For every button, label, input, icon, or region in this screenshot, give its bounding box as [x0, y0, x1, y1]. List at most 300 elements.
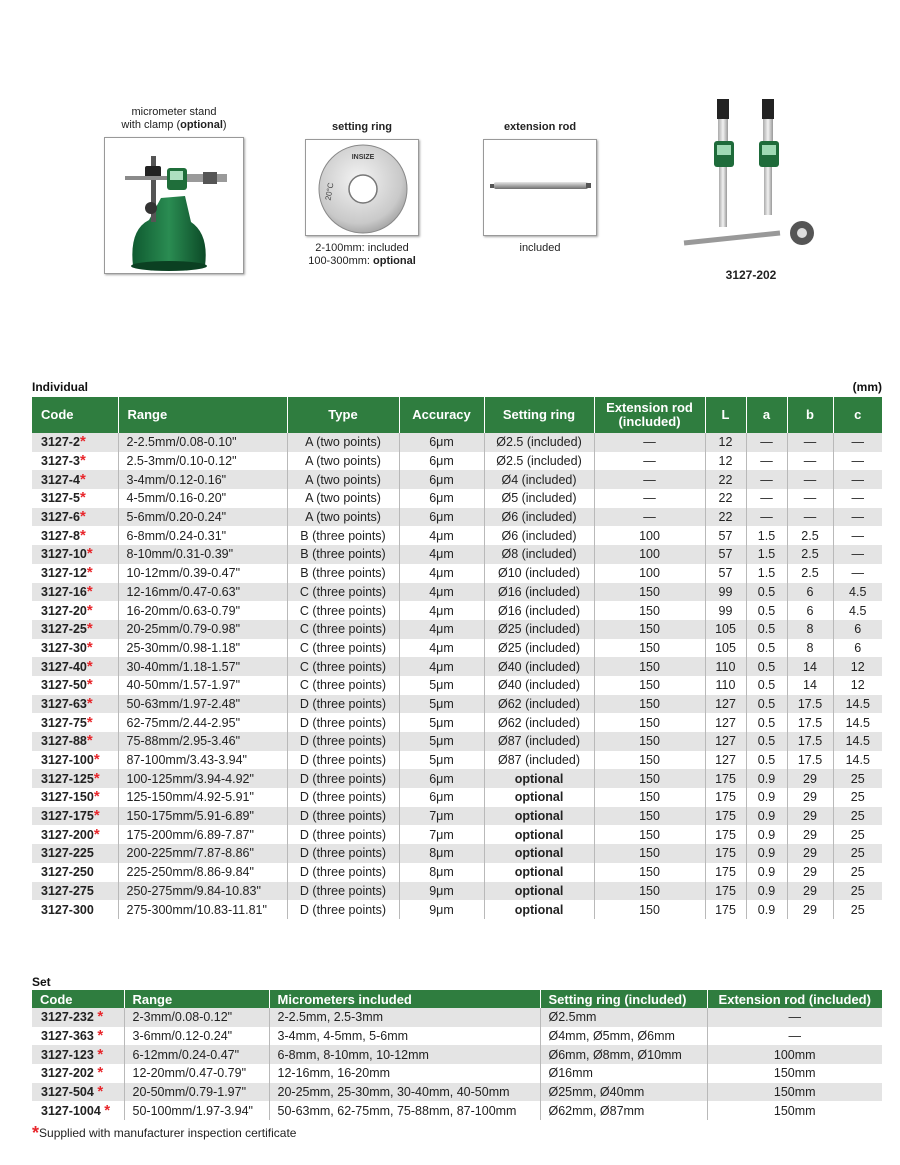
- stand-caption-line1: micrometer stand: [131, 106, 217, 118]
- cell-a: —: [746, 470, 787, 489]
- table-row: [32, 489, 882, 508]
- cell-type: C (three points): [287, 583, 399, 602]
- cell-rod: 150: [594, 788, 705, 807]
- code-text: 3127-2: [41, 435, 80, 450]
- cell-range: 225-250mm/8.86-9.84": [118, 863, 287, 882]
- cell-type: D (three points): [287, 695, 399, 714]
- cell-rod: 100: [594, 526, 705, 545]
- cell-acc: 4μm: [399, 620, 484, 639]
- set-cell-range: 3-6mm/0.12-0.24": [124, 1027, 269, 1046]
- cell-acc: 6μm: [399, 788, 484, 807]
- cell-acc: 4μm: [399, 583, 484, 602]
- stand-caption-end: ): [222, 119, 227, 131]
- cell-a: —: [746, 433, 787, 452]
- set-cell-code: [32, 1008, 124, 1027]
- cell-range: 20-25mm/0.79-0.98": [118, 620, 287, 639]
- cell-type: D (three points): [287, 751, 399, 770]
- cell-ring: Ø4 (included): [484, 470, 594, 489]
- certificate-star: *: [86, 564, 93, 582]
- cell-code: [32, 844, 118, 863]
- cell-type: D (three points): [287, 844, 399, 863]
- cell-acc: 6μm: [399, 769, 484, 788]
- cell-ring: Ø40 (included): [484, 676, 594, 695]
- set-table-row: [32, 1027, 882, 1046]
- cell-a: 0.5: [746, 620, 787, 639]
- cell-acc: 5μm: [399, 695, 484, 714]
- cell-range: 250-275mm/9.84-10.83": [118, 882, 287, 901]
- table-row: [32, 526, 882, 545]
- cell-acc: 4μm: [399, 639, 484, 658]
- cell-ring: Ø87 (included): [484, 751, 594, 770]
- ring-note-line2: 100-300mm:: [308, 255, 374, 267]
- set-cell-ring: Ø4mm, Ø5mm, Ø6mm: [540, 1027, 707, 1046]
- cell-acc: 9μm: [399, 900, 484, 919]
- cell-code: [32, 807, 118, 826]
- cell-type: A (two points): [287, 433, 399, 452]
- cell-b: —: [787, 433, 833, 452]
- set-table-header: [32, 990, 882, 1008]
- cell-acc: 4μm: [399, 526, 484, 545]
- cell-code: [32, 657, 118, 676]
- set-cell-rod: 100mm: [707, 1045, 882, 1064]
- certificate-star: *: [86, 676, 93, 694]
- cell-ring: optional: [484, 900, 594, 919]
- cell-a: 0.5: [746, 751, 787, 770]
- cell-range: 3-4mm/0.12-0.16": [118, 470, 287, 489]
- set-certificate-star: *: [97, 1083, 104, 1101]
- cell-code: [32, 882, 118, 901]
- cell-b: —: [787, 508, 833, 527]
- cell-type: B (three points): [287, 564, 399, 583]
- cell-b: 17.5: [787, 713, 833, 732]
- set-col-code: Code: [32, 990, 124, 1008]
- cell-ring: optional: [484, 863, 594, 882]
- code-text: 3127-175: [41, 809, 94, 824]
- cell-c: —: [833, 433, 882, 452]
- code-text: 3127-300: [41, 902, 94, 917]
- cell-range: 2.5-3mm/0.10-0.12": [118, 452, 287, 471]
- cell-rod: 150: [594, 601, 705, 620]
- table-row: [32, 564, 882, 583]
- cell-rod: 150: [594, 676, 705, 695]
- cell-range: 50-63mm/1.97-2.48": [118, 695, 287, 714]
- cell-ring: Ø6 (included): [484, 508, 594, 527]
- set-photo: [676, 95, 826, 282]
- cell-acc: 5μm: [399, 676, 484, 695]
- cell-range: 25-30mm/0.98-1.18": [118, 639, 287, 658]
- cell-c: 12: [833, 676, 882, 695]
- cell-type: C (three points): [287, 620, 399, 639]
- cell-c: —: [833, 564, 882, 583]
- cell-code: [32, 508, 118, 527]
- cell-b: 14: [787, 657, 833, 676]
- set-cell-code: [32, 1027, 124, 1046]
- col-accuracy: Accuracy: [399, 397, 484, 433]
- cell-code: [32, 639, 118, 658]
- cell-type: D (three points): [287, 732, 399, 751]
- table-row: [32, 732, 882, 751]
- cell-acc: 4μm: [399, 545, 484, 564]
- cell-code: [32, 900, 118, 919]
- cell-c: —: [833, 545, 882, 564]
- cell-L: 175: [705, 769, 746, 788]
- certificate-star: *: [93, 825, 100, 843]
- set-cell-range: 2-3mm/0.08-0.12": [124, 1008, 269, 1027]
- cell-L: 175: [705, 788, 746, 807]
- set-cell-mics: 6-8mm, 8-10mm, 10-12mm: [269, 1045, 540, 1064]
- set-code-text: 3127-1004: [41, 1103, 101, 1118]
- set-table-row: [32, 1101, 882, 1120]
- cell-range: 75-88mm/2.95-3.46": [118, 732, 287, 751]
- stand-product: [103, 106, 245, 274]
- cell-type: B (three points): [287, 526, 399, 545]
- set-table-row: [32, 1083, 882, 1102]
- setting-ring-illustration: [306, 140, 419, 236]
- cell-acc: 4μm: [399, 657, 484, 676]
- set-cell-code: [32, 1064, 124, 1083]
- cell-rod: —: [594, 452, 705, 471]
- certificate-star: *: [86, 638, 93, 656]
- micrometer-stand-illustration: [105, 138, 244, 274]
- cell-code: [32, 769, 118, 788]
- set-cell-code: [32, 1083, 124, 1102]
- code-text: 3127-16: [41, 584, 87, 599]
- cell-range: 125-150mm/4.92-5.91": [118, 788, 287, 807]
- cell-rod: 150: [594, 844, 705, 863]
- set-cell-ring: Ø62mm, Ø87mm: [540, 1101, 707, 1120]
- cell-type: C (three points): [287, 601, 399, 620]
- individual-table-header: [32, 397, 882, 433]
- cell-L: 57: [705, 545, 746, 564]
- cell-ring: Ø25 (included): [484, 639, 594, 658]
- cell-range: 30-40mm/1.18-1.57": [118, 657, 287, 676]
- cell-rod: 150: [594, 583, 705, 602]
- code-text: 3127-200: [41, 827, 94, 842]
- code-text: 3127-275: [41, 883, 94, 898]
- unit-label: (mm): [852, 380, 882, 394]
- table-row: [32, 657, 882, 676]
- table-row: [32, 788, 882, 807]
- code-text: 3127-30: [41, 640, 87, 655]
- certificate-star: *: [86, 620, 93, 638]
- cell-acc: 4μm: [399, 601, 484, 620]
- cell-acc: 5μm: [399, 713, 484, 732]
- cell-b: 2.5: [787, 526, 833, 545]
- cell-a: 0.9: [746, 788, 787, 807]
- cell-c: —: [833, 470, 882, 489]
- cell-code: [32, 545, 118, 564]
- code-text: 3127-4: [41, 472, 80, 487]
- set-label: Set: [32, 975, 51, 989]
- cell-ring: Ø16 (included): [484, 583, 594, 602]
- cell-b: 29: [787, 769, 833, 788]
- certificate-star: *: [79, 526, 86, 544]
- cell-code: [32, 788, 118, 807]
- cell-rod: 150: [594, 732, 705, 751]
- col-code: Code: [32, 397, 118, 433]
- cell-b: —: [787, 470, 833, 489]
- set-cell-code: [32, 1101, 124, 1120]
- set-cell-mics: 3-4mm, 4-5mm, 5-6mm: [269, 1027, 540, 1046]
- cell-L: 127: [705, 695, 746, 714]
- cell-ring: Ø6 (included): [484, 526, 594, 545]
- code-text: 3127-250: [41, 865, 94, 880]
- set-cell-rod: —: [707, 1008, 882, 1027]
- cell-a: 0.5: [746, 657, 787, 676]
- cell-L: 22: [705, 470, 746, 489]
- cell-range: 275-300mm/10.83-11.81": [118, 900, 287, 919]
- cell-a: 0.5: [746, 601, 787, 620]
- cell-ring: Ø2.5 (included): [484, 452, 594, 471]
- cell-rod: 150: [594, 863, 705, 882]
- set-code-text: 3127-504: [41, 1085, 94, 1100]
- cell-a: —: [746, 489, 787, 508]
- code-text: 3127-125: [41, 771, 94, 786]
- cell-L: 127: [705, 732, 746, 751]
- ring-engraving-text: INSIZE: [351, 154, 375, 161]
- cell-rod: 100: [594, 545, 705, 564]
- set-table: [32, 990, 882, 1120]
- code-text: 3127-150: [41, 790, 94, 805]
- cell-ring: optional: [484, 882, 594, 901]
- table-row: [32, 900, 882, 919]
- ring-product: [296, 121, 428, 268]
- cell-rod: —: [594, 508, 705, 527]
- cell-type: D (three points): [287, 713, 399, 732]
- cell-b: 29: [787, 863, 833, 882]
- cell-ring: Ø2.5 (included): [484, 433, 594, 452]
- cell-rod: 150: [594, 769, 705, 788]
- cell-ring: Ø87 (included): [484, 732, 594, 751]
- code-text: 3127-6: [41, 510, 80, 525]
- cell-b: 29: [787, 882, 833, 901]
- cell-b: 2.5: [787, 545, 833, 564]
- cell-rod: —: [594, 489, 705, 508]
- table-row: [32, 825, 882, 844]
- cell-rod: 150: [594, 639, 705, 658]
- cell-c: 25: [833, 788, 882, 807]
- cell-L: 175: [705, 825, 746, 844]
- rod-image: [483, 139, 597, 236]
- cell-code: [32, 863, 118, 882]
- certificate-star: *: [93, 769, 100, 787]
- cell-code: [32, 583, 118, 602]
- cell-L: 175: [705, 844, 746, 863]
- cell-c: 6: [833, 620, 882, 639]
- cell-range: 8-10mm/0.31-0.39": [118, 545, 287, 564]
- set-certificate-star: *: [104, 1101, 111, 1119]
- cell-a: 0.5: [746, 732, 787, 751]
- set-table-row: [32, 1064, 882, 1083]
- certificate-star: *: [86, 657, 93, 675]
- cell-b: 29: [787, 807, 833, 826]
- table-row: [32, 620, 882, 639]
- cell-ring: Ø16 (included): [484, 601, 594, 620]
- cell-acc: 4μm: [399, 564, 484, 583]
- col-range: Range: [118, 397, 287, 433]
- cell-b: 6: [787, 583, 833, 602]
- table-row: [32, 601, 882, 620]
- col-c: c: [833, 397, 882, 433]
- cell-a: 0.9: [746, 807, 787, 826]
- ring-note-line1: 2-100mm: included: [315, 242, 409, 254]
- cell-c: —: [833, 508, 882, 527]
- cell-b: 29: [787, 844, 833, 863]
- cell-acc: 8μm: [399, 844, 484, 863]
- cell-rod: —: [594, 433, 705, 452]
- code-text: 3127-63: [41, 696, 87, 711]
- cell-code: [32, 564, 118, 583]
- certificate-star: *: [86, 713, 93, 731]
- cell-ring: optional: [484, 825, 594, 844]
- certificate-star: *: [79, 452, 86, 470]
- cell-b: —: [787, 489, 833, 508]
- set-certificate-star: *: [97, 1027, 104, 1045]
- table-row: [32, 545, 882, 564]
- cell-c: 25: [833, 863, 882, 882]
- certificate-star: *: [86, 601, 93, 619]
- cell-L: 175: [705, 900, 746, 919]
- ring-temp-text: 20°C: [323, 181, 336, 202]
- cell-c: 6: [833, 639, 882, 658]
- certificate-star: *: [79, 508, 86, 526]
- cell-L: 57: [705, 526, 746, 545]
- code-text: 3127-40: [41, 659, 87, 674]
- col-type: Type: [287, 397, 399, 433]
- cell-b: 8: [787, 639, 833, 658]
- certificate-star: *: [93, 751, 100, 769]
- rod-title: extension rod: [503, 121, 577, 133]
- cell-c: 25: [833, 882, 882, 901]
- cell-L: 22: [705, 508, 746, 527]
- individual-label: Individual: [32, 380, 89, 394]
- cell-c: 4.5: [833, 601, 882, 620]
- cell-acc: 8μm: [399, 863, 484, 882]
- cell-range: 87-100mm/3.43-3.94": [118, 751, 287, 770]
- code-text: 3127-20: [41, 603, 87, 618]
- ring-image: [305, 139, 419, 236]
- set-cell-rod: 150mm: [707, 1083, 882, 1102]
- cell-range: 100-125mm/3.94-4.92": [118, 769, 287, 788]
- code-text: 3127-5: [41, 491, 80, 506]
- col-b: b: [787, 397, 833, 433]
- cell-range: 6-8mm/0.24-0.31": [118, 526, 287, 545]
- cell-b: 17.5: [787, 732, 833, 751]
- cell-ring: Ø10 (included): [484, 564, 594, 583]
- ring-note: [296, 242, 428, 268]
- set-col-range: Range: [124, 990, 269, 1008]
- set-cell-mics: 20-25mm, 25-30mm, 30-40mm, 40-50mm: [269, 1083, 540, 1102]
- code-text: 3127-225: [41, 846, 94, 861]
- certificate-star: *: [79, 489, 86, 507]
- certificate-star: *: [86, 732, 93, 750]
- cell-type: D (three points): [287, 825, 399, 844]
- set-cell-range: 6-12mm/0.24-0.47": [124, 1045, 269, 1064]
- set-cell-mics: 12-16mm, 16-20mm: [269, 1064, 540, 1083]
- cell-c: —: [833, 526, 882, 545]
- cell-ring: Ø25 (included): [484, 620, 594, 639]
- individual-table: [32, 397, 882, 919]
- cell-code: [32, 825, 118, 844]
- cell-a: 1.5: [746, 564, 787, 583]
- cell-acc: 5μm: [399, 751, 484, 770]
- cell-ring: optional: [484, 844, 594, 863]
- table-row: [32, 452, 882, 471]
- cell-range: 12-16mm/0.47-0.63": [118, 583, 287, 602]
- set-col-setting-ring: Setting ring (included): [540, 990, 707, 1008]
- cell-range: 175-200mm/6.89-7.87": [118, 825, 287, 844]
- table-row: [32, 713, 882, 732]
- cell-rod: 150: [594, 713, 705, 732]
- set-cell-ring: Ø25mm, Ø40mm: [540, 1083, 707, 1102]
- cell-a: 0.9: [746, 882, 787, 901]
- cell-a: —: [746, 452, 787, 471]
- cell-c: 25: [833, 844, 882, 863]
- cell-c: 14.5: [833, 751, 882, 770]
- cell-code: [32, 433, 118, 452]
- cell-L: 127: [705, 751, 746, 770]
- cell-acc: 6μm: [399, 452, 484, 471]
- set-cell-mics: 50-63mm, 62-75mm, 75-88mm, 87-100mm: [269, 1101, 540, 1120]
- cell-c: 12: [833, 657, 882, 676]
- cell-L: 12: [705, 433, 746, 452]
- cell-acc: 6μm: [399, 489, 484, 508]
- cell-rod: —: [594, 470, 705, 489]
- set-cell-rod: —: [707, 1027, 882, 1046]
- cell-code: [32, 452, 118, 471]
- cell-L: 110: [705, 657, 746, 676]
- cell-code: [32, 620, 118, 639]
- table-row: [32, 751, 882, 770]
- set-code-text: 3127-363: [41, 1029, 94, 1044]
- table-row: [32, 433, 882, 452]
- cell-rod: 150: [594, 620, 705, 639]
- table-row: [32, 769, 882, 788]
- cell-b: 2.5: [787, 564, 833, 583]
- set-code-text: 3127-202: [41, 1066, 94, 1081]
- cell-type: A (two points): [287, 452, 399, 471]
- extension-rod-illustration: [484, 140, 597, 236]
- footnote-star: *: [32, 1123, 40, 1143]
- code-text: 3127-100: [41, 753, 94, 768]
- cell-range: 4-5mm/0.16-0.20": [118, 489, 287, 508]
- table-row: [32, 470, 882, 489]
- set-photo-label: 3127-202: [725, 268, 777, 282]
- col-extension-rod: Extension rod (included): [594, 397, 705, 433]
- set-cell-range: 12-20mm/0.47-0.79": [124, 1064, 269, 1083]
- cell-range: 5-6mm/0.20-0.24": [118, 508, 287, 527]
- cell-range: 62-75mm/2.44-2.95": [118, 713, 287, 732]
- set-certificate-star: *: [97, 1045, 104, 1063]
- set-cell-ring: Ø2.5mm: [540, 1008, 707, 1027]
- cell-L: 127: [705, 713, 746, 732]
- stand-caption: [103, 106, 245, 132]
- cell-ring: optional: [484, 769, 594, 788]
- table-row: [32, 863, 882, 882]
- cell-c: 25: [833, 769, 882, 788]
- cell-ring: Ø8 (included): [484, 545, 594, 564]
- cell-b: 17.5: [787, 751, 833, 770]
- set-cell-range: 50-100mm/1.97-3.94": [124, 1101, 269, 1120]
- cell-ring: Ø62 (included): [484, 695, 594, 714]
- certificate-star: *: [93, 807, 100, 825]
- cell-ring: Ø40 (included): [484, 657, 594, 676]
- cell-c: 4.5: [833, 583, 882, 602]
- individual-table-body: [32, 433, 882, 919]
- code-text: 3127-8: [41, 528, 80, 543]
- cell-c: 25: [833, 900, 882, 919]
- cell-acc: 6μm: [399, 433, 484, 452]
